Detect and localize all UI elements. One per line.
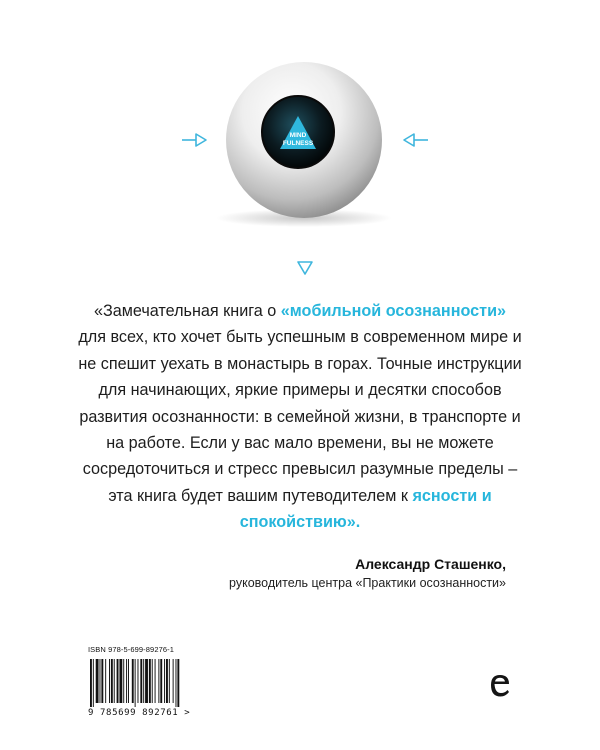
author-role: руководитель центра «Практики осознанности»: [229, 576, 506, 590]
barcode-bar: [114, 659, 115, 703]
hero-illustration: [0, 0, 600, 290]
quote-seg-2: для всех, кто хочет быть успешным в современном мире и не спешит уехать в монастырь в горах. Точные инструкции для начинающих, яркие примеры и десятки способов развития осознанности: в семейной жизни, в транспорте и на работе. Если у вас мало времени, вы не можете сосредоточиться и стресс превысил разумные пределы – эта книга будет вашим путеводителем к: [78, 328, 522, 505]
quote-end: ».: [346, 513, 361, 532]
isbn-label: ISBN 978-5-699-89276-1: [88, 645, 175, 654]
quote-attribution: [229, 554, 506, 592]
barcode-bar: [126, 659, 127, 703]
arrow-right-icon: [182, 134, 206, 146]
barcode-bar: [145, 659, 148, 703]
barcode-bar: [177, 659, 179, 707]
barcode-bar: [132, 659, 134, 703]
barcode-bar: [135, 659, 136, 707]
barcode-bar: [109, 659, 110, 703]
barcode-bar: [93, 659, 94, 707]
author-name: Александр Сташенко,: [355, 556, 506, 572]
ball-label-line1: MIND: [289, 132, 307, 139]
quote-seg-0: «Замечательная книга о: [93, 302, 281, 320]
barcode-bar: [173, 659, 174, 703]
barcode-bar: [176, 659, 177, 707]
quote-paragraph: [78, 298, 522, 536]
barcode-bar: [149, 659, 151, 703]
isbn-block: [88, 645, 212, 719]
barcode-digits: 9 785699 892761 >: [88, 708, 191, 718]
barcode-bar: [128, 659, 129, 703]
barcode-bar: [90, 659, 92, 707]
barcode-bar: [119, 659, 122, 703]
barcode-bar: [140, 659, 142, 703]
eksmo-e-logo-icon: [484, 669, 516, 701]
barcode-bar: [117, 659, 119, 703]
quote-highlight-2: ясности и спокойствию: [239, 486, 492, 532]
barcode-bar: [160, 659, 162, 703]
barcode: [88, 659, 212, 707]
barcode-bar: [143, 659, 144, 703]
barcode-bar: [169, 659, 170, 703]
barcode-bar: [166, 659, 168, 703]
barcode-bar: [138, 659, 139, 703]
barcode-bar: [100, 659, 101, 703]
arrow-left-icon: [404, 134, 428, 146]
barcode-bar: [123, 659, 124, 703]
ball-label-line2: FULNESS: [282, 140, 314, 147]
barcode-bar: [155, 659, 156, 703]
barcode-bar: [158, 659, 159, 703]
barcode-bar: [101, 659, 103, 703]
barcode-bar: [111, 659, 113, 703]
arrow-down-icon: [298, 262, 312, 274]
barcode-bar: [96, 659, 99, 703]
barcode-bar: [164, 659, 165, 703]
quote-highlight-1: «мобильной осознанности»: [280, 302, 507, 320]
barcode-bar: [105, 659, 106, 703]
barcode-bar: [152, 659, 153, 703]
